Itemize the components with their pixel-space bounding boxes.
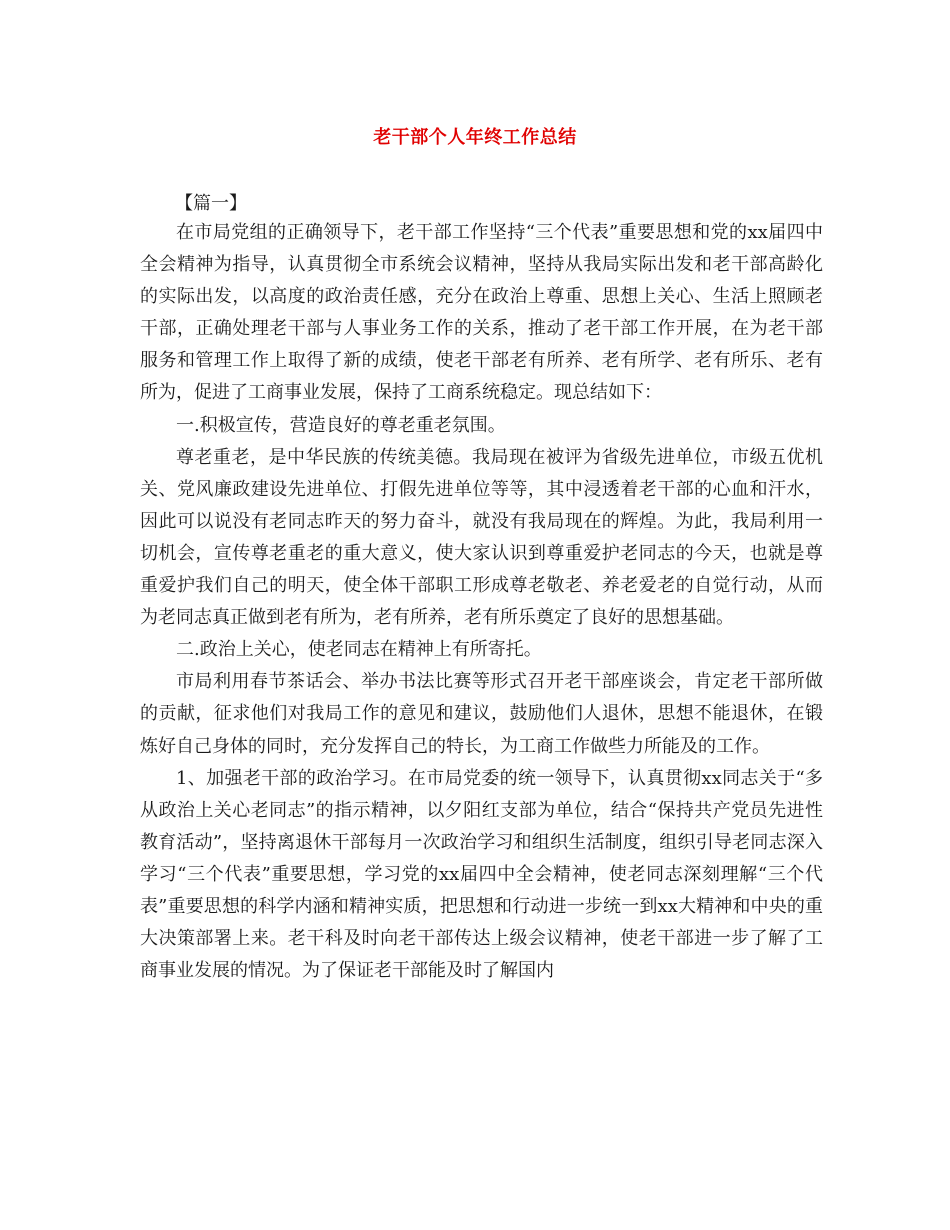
heading-2: 二.政治上关心，使老同志在精神上有所寄托。	[176, 639, 542, 661]
document-title: 老干部个人年终工作总结	[373, 127, 577, 148]
section-label: 【篇一】	[175, 193, 247, 214]
paragraph-3: 1、加强老干部的政治学习。在市局党委的统一领导下，认真贯彻xx同志关于“多从政治上关心老同志”的指示精神，以夕阳红支部为单位，结合“保持共产党员先进性教育活动”，坚持离退休干部每月一次政治学习和组织生活制度，组织引导老同志深入学习“三个代表”重要思想，学习党的xx届四中全会精神，使老同志深刻理解“三个代表”重要思想的科学内涵和精神实质，把思想和行动进一步统一到xx大精神和中央的重大决策部署上来。老干科及时向老干部传达上级会议精神，使老干部进一步了解了工商事业发展的情况。为了保证老干部能及时了解国内	[140, 767, 823, 982]
document-body	[140, 217, 823, 987]
paragraph-intro: 在市局党组的正确领导下，老干部工作坚持“三个代表”重要思想和党的xx届四中全会精神为指导，认真贯彻全市系统会议精神，坚持从我局实际出发和老干部高龄化的实际出发，以高度的政治责任感，充分在政治上尊重、思想上关心、生活上照顾老干部，正确处理老干部与人事业务工作的关系，推动了老干部工作开展，在为老干部服务和管理工作上取得了新的成绩，使老干部老有所养、老有所学、老有所乐、老有所为，促进了工商事业发展，保持了工商系统稳定。现总结如下：	[140, 222, 823, 404]
paragraph-2: 市局利用春节茶话会、举办书法比赛等形式召开老干部座谈会，肯定老干部所做的贡献，征求他们对我局工作的意见和建议，鼓励他们人退休，思想不能退休，在锻炼好自己身体的同时，充分发挥自己的特长，为工商工作做些力所能及的工作。	[140, 671, 823, 757]
paragraph-1: 尊老重老，是中华民族的传统美德。我局现在被评为省级先进单位，市级五优机关、党风廉政建设先进单位、打假先进单位等等，其中浸透着老干部的心血和汗水，因此可以说没有老同志昨天的努力奋斗，就没有我局现在的辉煌。为此，我局利用一切机会，宣传尊老重老的重大意义，使大家认识到尊重爱护老同志的今天，也就是尊重爱护我们自己的明天，使全体干部职工形成尊老敬老、养老爱老的自觉行动，从而为老同志真正做到老有所为，老有所养，老有所乐奠定了良好的思想基础。	[140, 446, 823, 629]
heading-1: 一.积极宣传，营造良好的尊老重老氛围。	[176, 414, 506, 436]
